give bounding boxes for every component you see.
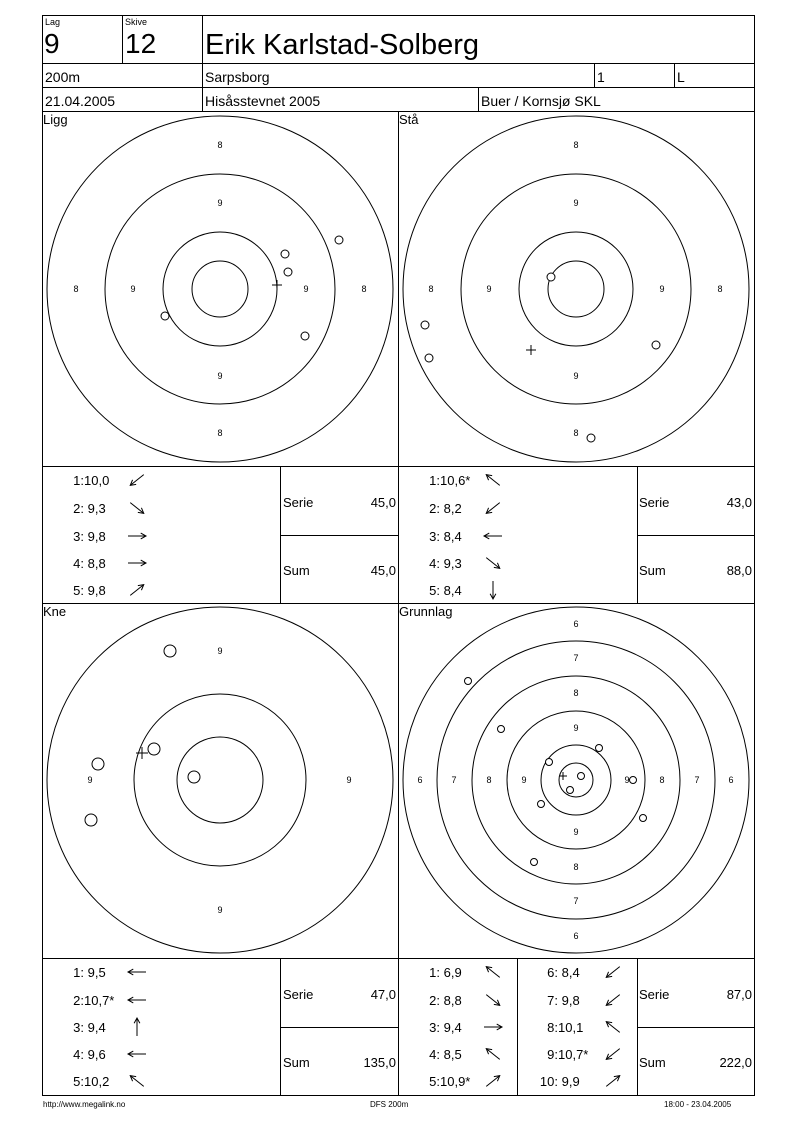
ligg-direction-arrow-icon [130, 585, 144, 596]
staa-direction-arrow-icon [490, 581, 496, 599]
grunnlag-ring-label-7-left: 7 [451, 775, 457, 785]
grunnlag-ring-label-9-top: 9 [573, 723, 579, 733]
kne-direction-arrow-icon [130, 1076, 144, 1087]
ligg-ring-label-9-right: 9 [303, 284, 309, 294]
shot-value: 8,4 [443, 529, 462, 544]
shot-value: 9,8 [87, 583, 106, 598]
ligg-title: Ligg [43, 112, 68, 127]
grunnlag-direction-arrow-icon [486, 1049, 500, 1060]
grunnlag-ring-label-9-bottom: 9 [573, 827, 579, 837]
shot-value: 10,7* [84, 993, 115, 1008]
staa-ring-label-8-left: 8 [428, 284, 434, 294]
grunnlag-ring-label-9-right: 9 [624, 775, 630, 785]
shot-number: 5: [429, 583, 440, 598]
staa-ring-label-8-bottom: 8 [573, 428, 579, 438]
shot-number: 1: [429, 965, 440, 980]
shot-value: 9,4 [87, 1020, 106, 1035]
shot-number: 3: [429, 1020, 440, 1035]
shot-value: 8,8 [87, 556, 106, 571]
shot-value: 9,5 [87, 965, 106, 980]
grunnlag-direction-arrow-icon [486, 995, 500, 1006]
staa-direction-arrow-icon [486, 558, 500, 569]
shot-value: 8,5 [443, 1047, 462, 1062]
footer-url: http://www.megalink.no [43, 1100, 126, 1109]
ligg-sum-label: Sum [283, 563, 310, 578]
shot-value: 8,4 [561, 965, 580, 980]
kne-serie-value: 47,0 [370, 987, 396, 1002]
shot-number: 5: [429, 1074, 440, 1089]
ligg-ring-label-8-bottom: 8 [217, 428, 223, 438]
shot-number: 3: [429, 529, 440, 544]
ligg-ring-label-8-top: 8 [217, 140, 223, 150]
grunnlag-ring-label-9-left: 9 [521, 775, 527, 785]
ligg-direction-arrow-icon [128, 533, 146, 539]
shot-value: 9,4 [443, 1020, 462, 1035]
grunnlag-direction-arrow-icon [606, 967, 620, 978]
shot-value: 8,2 [443, 501, 462, 516]
grunnlag-title: Grunnlag [399, 604, 453, 619]
ligg-direction-arrow-icon [128, 560, 146, 566]
staa-title: Stå [399, 112, 419, 127]
staa-sum-value: 88,0 [726, 563, 752, 578]
kne-ring-label-9-right: 9 [346, 775, 352, 785]
grunnlag-sum-value: 222,0 [719, 1055, 752, 1070]
grunnlag-serie-label: Serie [639, 987, 670, 1002]
grunnlag-ring-label-6-top: 6 [573, 619, 579, 629]
shot-number: 7: [547, 993, 558, 1008]
grunnlag-sum-label: Sum [639, 1055, 666, 1070]
ligg-sum-value: 45,0 [370, 563, 396, 578]
kne-sum-value: 135,0 [363, 1055, 396, 1070]
staa-ring-label-8-top: 8 [573, 140, 579, 150]
staa-direction-arrow-icon [486, 503, 500, 514]
ligg-serie-label: Serie [283, 495, 314, 510]
ligg-ring-label-8-right: 8 [361, 284, 367, 294]
grunnlag-direction-arrow-icon [606, 995, 620, 1006]
shot-value: 10,6* [440, 473, 471, 488]
date: 21.04.2005 [45, 93, 116, 109]
kne-sum-label: Sum [283, 1055, 310, 1070]
shot-value: 10,2 [84, 1074, 110, 1089]
kne-direction-arrow-icon [128, 997, 146, 1003]
shot-value: 9,8 [561, 993, 580, 1008]
shot-number: 3: [73, 529, 84, 544]
lag-value: 9 [44, 28, 60, 59]
kne-serie-label: Serie [283, 987, 314, 1002]
kne-direction-arrow-icon [128, 969, 146, 975]
shot-value: 9,6 [87, 1047, 106, 1062]
footer-program: DFS 200m [370, 1100, 409, 1109]
grunnlag-ring-label-7-top: 7 [573, 653, 579, 663]
footer-timestamp: 18:00 - 23.04.2005 [664, 1100, 732, 1109]
ligg-ring-label-9-bottom: 9 [217, 371, 223, 381]
staa-ring-label-8-right: 8 [717, 284, 723, 294]
lag-label: Lag [45, 17, 61, 27]
kne-ring-label-9-left: 9 [87, 775, 93, 785]
staa-ring-label-9-left: 9 [486, 284, 492, 294]
grunnlag-direction-arrow-icon [606, 1076, 620, 1087]
shot-number: 4: [429, 556, 440, 571]
shot-number: 2: [73, 501, 84, 516]
grunnlag-ring-label-6-right: 6 [728, 775, 734, 785]
shot-number: 8: [547, 1020, 558, 1035]
shooter-name: Erik Karlstad-Solberg [205, 29, 479, 61]
shot-number: 2: [429, 501, 440, 516]
grunnlag-ring-label-8-bottom: 8 [573, 862, 579, 872]
side: L [677, 69, 685, 85]
shot-number: 2: [429, 993, 440, 1008]
event: Hisåsstevnet 2005 [205, 93, 321, 109]
shot-value: 10,0 [84, 473, 110, 488]
skive-label: Skive [125, 17, 148, 27]
shot-value: 10,9* [440, 1074, 471, 1089]
grunnlag-ring-label-8-left: 8 [486, 775, 492, 785]
grunnlag-direction-arrow-icon [486, 967, 500, 978]
shot-value: 9,3 [87, 501, 106, 516]
skive-value: 12 [125, 28, 157, 59]
shot-number: 1: [73, 965, 84, 980]
shot-value: 9,8 [87, 529, 106, 544]
kne-title: Kne [43, 604, 67, 619]
shot-value: 6,9 [443, 965, 462, 980]
shot-number: 2: [73, 993, 84, 1008]
shot-value: 10,1 [558, 1020, 584, 1035]
grunnlag-direction-arrow-icon [606, 1022, 620, 1033]
shot-number: 1: [73, 473, 84, 488]
shot-number: 9: [547, 1047, 558, 1062]
shot-number: 1: [429, 473, 440, 488]
staa-ring-label-9-bottom: 9 [573, 371, 579, 381]
grunnlag-ring-label-6-bottom: 6 [573, 931, 579, 941]
kne-ring-label-9-top: 9 [217, 646, 223, 656]
ligg-direction-arrow-icon [130, 503, 144, 514]
staa-direction-arrow-icon [484, 533, 502, 539]
kne-direction-arrow-icon [134, 1018, 140, 1036]
staa-serie-value: 43,0 [726, 495, 752, 510]
shot-number: 3: [73, 1020, 84, 1035]
shot-number: 5: [73, 583, 84, 598]
ligg-serie-value: 45,0 [370, 495, 396, 510]
shot-number: 5: [73, 1074, 84, 1089]
shot-value: 9,9 [561, 1074, 580, 1089]
staa-direction-arrow-icon [486, 475, 500, 486]
staa-ring-label-9-right: 9 [659, 284, 665, 294]
shot-value: 8,8 [443, 993, 462, 1008]
shot-number: 10: [539, 1074, 558, 1089]
shot-number: 6: [547, 965, 558, 980]
staa-serie-label: Serie [639, 495, 670, 510]
shot-value: 10,7* [558, 1047, 589, 1062]
grunnlag-ring-label-8-right: 8 [659, 775, 665, 785]
grunnlag-ring-label-6-left: 6 [417, 775, 423, 785]
shot-number: 4: [73, 556, 84, 571]
distance: 200m [45, 69, 81, 85]
shot-value: 9,3 [443, 556, 462, 571]
place: Sarpsborg [205, 69, 270, 85]
grunnlag-ring-label-8-top: 8 [573, 688, 579, 698]
ligg-direction-arrow-icon [130, 475, 144, 486]
shot-number: 4: [429, 1047, 440, 1062]
grunnlag-direction-arrow-icon [606, 1049, 620, 1060]
slot: 1 [597, 69, 605, 85]
grunnlag-direction-arrow-icon [484, 1024, 502, 1030]
grunnlag-ring-label-7-bottom: 7 [573, 896, 579, 906]
kne-ring-label-9-bottom: 9 [217, 905, 223, 915]
shot-number: 4: [73, 1047, 84, 1062]
staa-sum-label: Sum [639, 563, 666, 578]
grunnlag-serie-value: 87,0 [726, 987, 752, 1002]
grunnlag-ring-label-7-right: 7 [694, 775, 700, 785]
kne-direction-arrow-icon [128, 1051, 146, 1057]
grunnlag-direction-arrow-icon [486, 1076, 500, 1087]
ligg-ring-label-9-left: 9 [130, 284, 136, 294]
ligg-ring-label-8-left: 8 [73, 284, 79, 294]
shot-value: 8,4 [443, 583, 462, 598]
club: Buer / Kornsjø SKL [481, 93, 601, 109]
staa-ring-label-9-top: 9 [573, 198, 579, 208]
ligg-ring-label-9-top: 9 [217, 198, 223, 208]
